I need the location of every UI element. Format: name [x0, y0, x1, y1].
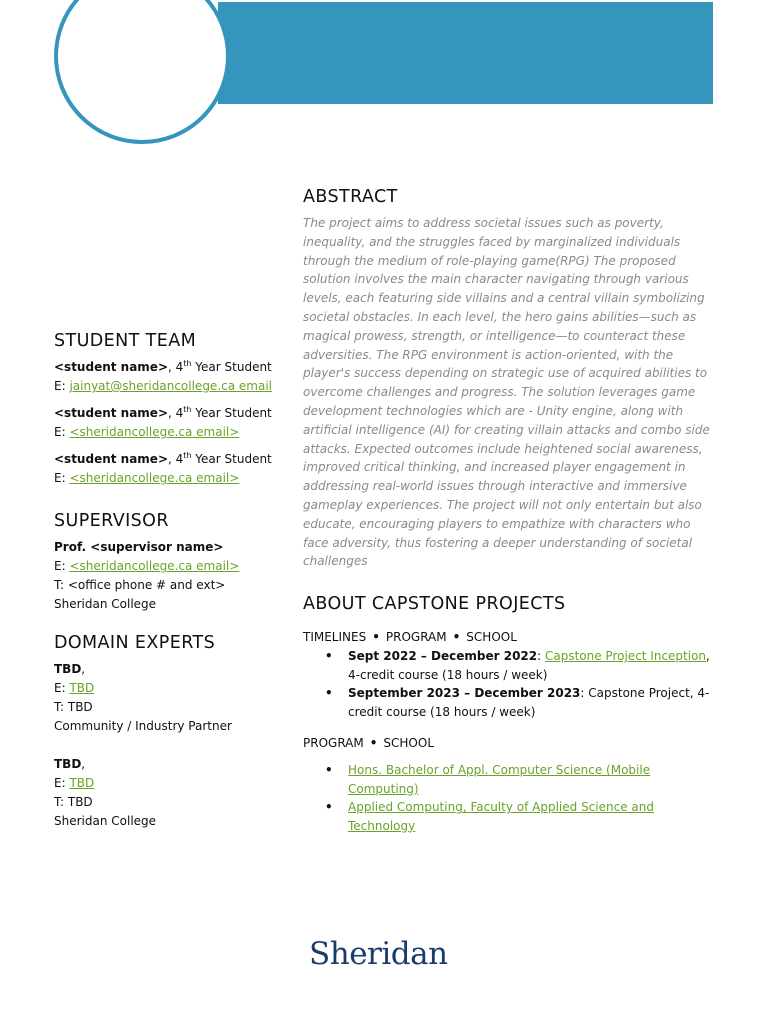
student-name: <student name> [54, 452, 168, 466]
subhead-program: PROGRAM [303, 736, 364, 751]
email-label: E: [54, 681, 70, 695]
supervisor-email-link[interactable]: <sheridancollege.ca email> [69, 559, 240, 573]
student-team-heading: STUDENT TEAM [54, 331, 197, 351]
domain-experts-heading: DOMAIN EXPERTS [54, 633, 216, 653]
supervisor-phone: T: <office phone # and ext> [54, 578, 226, 592]
supervisor-org: Sheridan College [54, 597, 157, 611]
timeline-sep: : [580, 686, 589, 701]
abstract-heading: ABSTRACT [303, 187, 398, 207]
student-member [54, 358, 284, 396]
program-subhead [303, 734, 715, 753]
program-link[interactable]: Hons. Bachelor of Appl. Computer Science (Mobile Computing) [348, 763, 651, 796]
about-heading: ABOUT CAPSTONE PROJECTS [303, 594, 566, 615]
student-year-label: Year Student [191, 360, 272, 374]
subhead-school: SCHOOL [383, 736, 435, 751]
email-label: E: [54, 425, 70, 439]
left-column [54, 330, 284, 839]
expert-email-link[interactable]: TBD [69, 776, 95, 790]
timeline-sep: : [537, 649, 545, 664]
timeline-dates: September 2023 – December 2023 [348, 686, 581, 701]
header-band [218, 2, 713, 104]
student-year-sup: th [183, 405, 192, 414]
expert-phone: T: TBD [54, 795, 93, 809]
subhead-school: SCHOOL [466, 630, 517, 645]
expert-org: Sheridan College [54, 814, 157, 828]
timeline-text: , 4-credit course (18 hours / week) [348, 649, 710, 682]
list-item [303, 798, 715, 835]
timeline-text: Capstone Project, 4-credit course (18 hours / week) [348, 686, 710, 719]
supervisor-heading: SUPERVISOR [54, 511, 169, 531]
expert-name: TBD [54, 757, 82, 771]
timelines-subhead [303, 628, 715, 647]
dot-separator-icon: • [369, 736, 378, 751]
supervisor-block [54, 538, 284, 614]
student-year: , 4 [168, 452, 184, 466]
abstract-text: The project aims to address societal issues such as poverty, inequality, and the struggles faced by marginalized individuals through the medium of role-playing game(RPG) The proposed solution involves the main character navigating through various levels, each featuring side villains and a central villain symbolizing societal obstacles. In each level, the hero gains abilities—such as magical prowess, strength, or intelligence—to counteract these adversities. The RPG environment is action-oriented, with the player's success depending on strategic use of acquired abilities to overcome challenges and progress. The solution leverages game development technologies which are - Unity engine, along with artificial intelligence (AI) for creating villain attacks and combo side attacks. Expected outcomes include heightened social awareness, improved critical thinking, and increased player engagement in addressing real-world issues through interactive and immersive gameplay experiences. The project will not only entertain but also educate, encouraging players to empathize with characters who face adversity, thus fostering a deeper understanding of societal challenges [303, 216, 710, 569]
list-item [303, 761, 715, 798]
expert-org: Community / Industry Partner [54, 719, 232, 733]
email-label: E: [54, 776, 70, 790]
student-email-link[interactable]: <sheridancollege.ca email> [69, 471, 240, 485]
header-circle-photo-placeholder [54, 0, 230, 144]
student-year-sup: th [183, 359, 192, 368]
expert-email-link[interactable]: TBD [69, 681, 95, 695]
email-label: E: [54, 559, 70, 573]
sheridan-logo: Sheridan [309, 936, 448, 972]
student-year-sup: th [183, 451, 192, 460]
student-name: <student name> [54, 360, 168, 374]
student-year-label: Year Student [191, 452, 272, 466]
expert-name-suffix: , [81, 662, 86, 676]
domain-expert [54, 755, 284, 831]
expert-name-suffix: , [81, 757, 86, 771]
student-year: , 4 [168, 360, 184, 374]
bullet-icon: • [325, 686, 333, 701]
subhead-timelines: TIMELINES [303, 630, 367, 645]
student-member [54, 404, 284, 442]
list-item [303, 647, 715, 684]
right-column [303, 186, 715, 835]
student-email-link[interactable]: <sheridancollege.ca email> [69, 425, 240, 439]
student-year-label: Year Student [191, 406, 272, 420]
dot-separator-icon: • [372, 630, 380, 645]
subhead-program: PROGRAM [385, 630, 447, 645]
list-item [303, 684, 715, 721]
student-name: <student name> [54, 406, 168, 420]
email-label: E: [54, 379, 70, 393]
bullet-icon: • [325, 763, 333, 778]
timelines-list [303, 647, 715, 721]
dot-separator-icon: • [452, 630, 461, 645]
student-member [54, 450, 284, 488]
expert-name: TBD [54, 662, 82, 676]
bullet-icon: • [325, 649, 333, 664]
student-year: , 4 [168, 406, 184, 420]
domain-expert [54, 660, 284, 736]
supervisor-name: Prof. <supervisor name> [54, 540, 224, 554]
expert-phone: T: TBD [54, 700, 93, 714]
faculty-link[interactable]: Applied Computing, Faculty of Applied Science and Technology [348, 800, 654, 833]
timeline-dates: Sept 2022 – December 2022 [348, 649, 538, 664]
email-label: E: [54, 471, 70, 485]
bullet-icon: • [325, 800, 333, 815]
capstone-inception-link[interactable]: Capstone Project Inception [544, 649, 707, 664]
program-list [303, 761, 715, 835]
student-email-link[interactable]: jainyat@sheridancollege.ca email [69, 379, 272, 393]
